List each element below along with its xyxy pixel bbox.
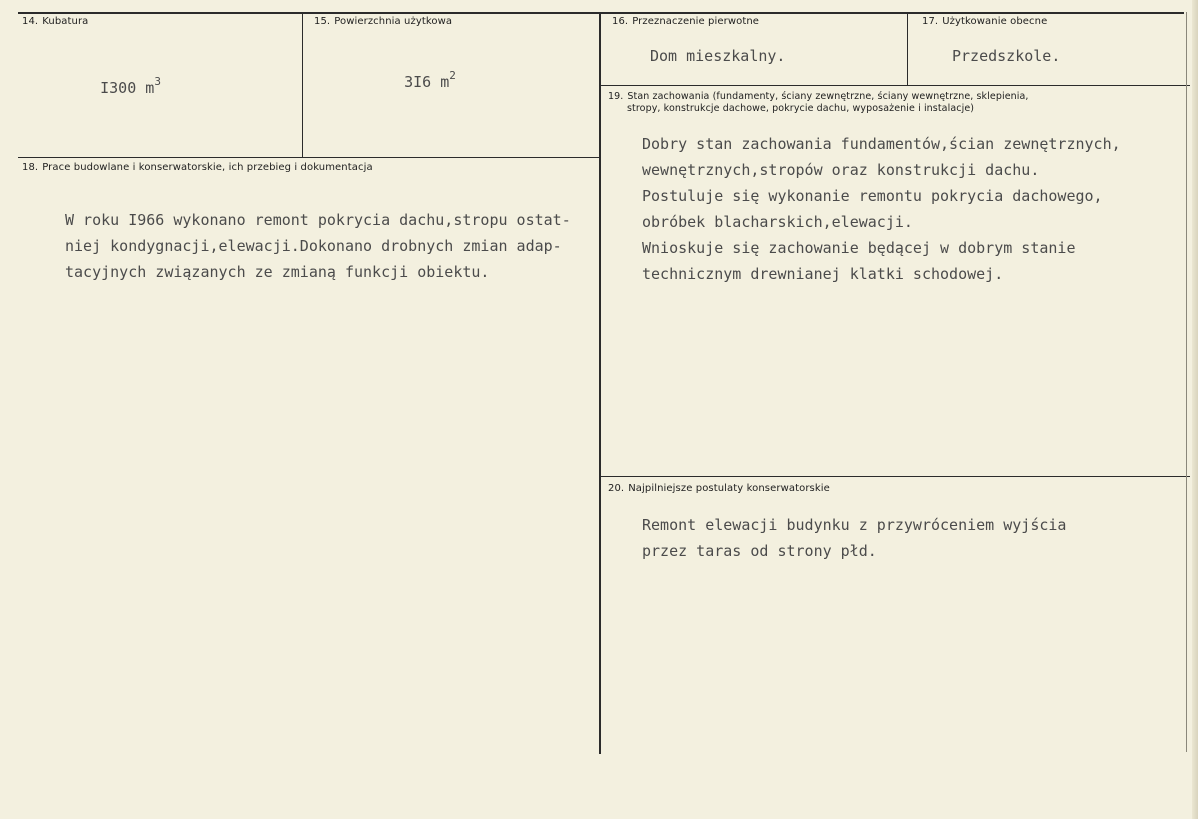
field-16-value: Dom mieszkalny. (650, 47, 786, 65)
field-16-number: 16. (612, 16, 629, 27)
field-17-number: 17. (922, 16, 939, 27)
divider-16-17 (907, 12, 908, 85)
field-14-label (22, 16, 88, 27)
area-value: 3I6 (404, 73, 432, 91)
volume-unit: m (145, 79, 155, 97)
text-line: tacyjnych związanych ze zmianą funkcji obiektu. (65, 263, 490, 281)
text-line: wewnętrznych,stropów oraz konstrukcji dachu. (642, 161, 1040, 179)
field-19-text (642, 131, 1121, 287)
field-20-text (642, 512, 1066, 564)
field-15-value (368, 53, 456, 109)
text-line: Postuluje się wykonanie remontu pokrycia dachowego, (642, 187, 1103, 205)
top-rule (18, 12, 1184, 14)
card-edge-shadow (1192, 0, 1198, 819)
field-19-title-line-1: Stan zachowania (fundamenty, ściany zewnętrzne, ściany wewnętrzne, sklepienia, (627, 91, 1029, 102)
field-19-title-line-2: stropy, konstrukcje dachowe, pokrycie dachu, wyposażenie i instalacje) (627, 103, 975, 114)
field-17-value: Przedszkole. (952, 47, 1061, 65)
volume-exponent: 3 (154, 75, 161, 88)
text-line: W roku I966 wykonano remont pokrycia dachu,stropu ostat- (65, 211, 571, 229)
field-20-label (608, 483, 830, 494)
text-line: obróbek blacharskich,elewacji. (642, 213, 913, 231)
rule-under-16-17 (600, 85, 1190, 86)
text-line: Remont elewacji budynku z przywróceniem wyjścia (642, 516, 1067, 534)
field-14-number: 14. (22, 16, 39, 27)
field-17-label (922, 16, 1047, 27)
rule-under-14-15 (18, 157, 600, 158)
field-19-label (608, 91, 1029, 115)
text-line: niej kondygnacji,elewacji.Dokonano drobnych zmian adap- (65, 237, 562, 255)
area-unit: m (440, 73, 450, 91)
field-18-text (65, 207, 571, 285)
text-line: Wnioskuje się zachowanie będącej w dobrym stanie (642, 239, 1076, 257)
divider-center (599, 12, 601, 754)
field-16-title: Przeznaczenie pierwotne (632, 16, 760, 27)
field-14-title: Kubatura (42, 16, 89, 27)
area-exponent: 2 (449, 69, 456, 82)
field-18-title: Prace budowlane i konserwatorskie, ich przebieg i dokumentacja (42, 162, 373, 173)
field-15-number: 15. (314, 16, 331, 27)
field-18-number: 18. (22, 162, 39, 173)
text-line: Dobry stan zachowania fundamentów,ścian zewnętrznych, (642, 135, 1121, 153)
right-border (1186, 12, 1187, 752)
field-18-label (22, 162, 373, 173)
field-16-label (612, 16, 759, 27)
volume-value: I300 (100, 79, 137, 97)
field-17-title: Użytkowanie obecne (942, 16, 1048, 27)
text-line: technicznym drewnianej klatki schodowej. (642, 265, 1004, 283)
field-15-label (314, 16, 452, 27)
field-20-number: 20. (608, 483, 625, 494)
field-15-title: Powierzchnia użytkowa (334, 16, 453, 27)
field-20-title: Najpilniejsze postulaty konserwatorskie (628, 483, 830, 494)
divider-14-15 (302, 12, 303, 157)
field-14-value (64, 59, 161, 115)
field-19-number: 19. (608, 91, 624, 102)
rule-above-20 (600, 476, 1190, 477)
text-line: przez taras od strony płd. (642, 542, 877, 560)
